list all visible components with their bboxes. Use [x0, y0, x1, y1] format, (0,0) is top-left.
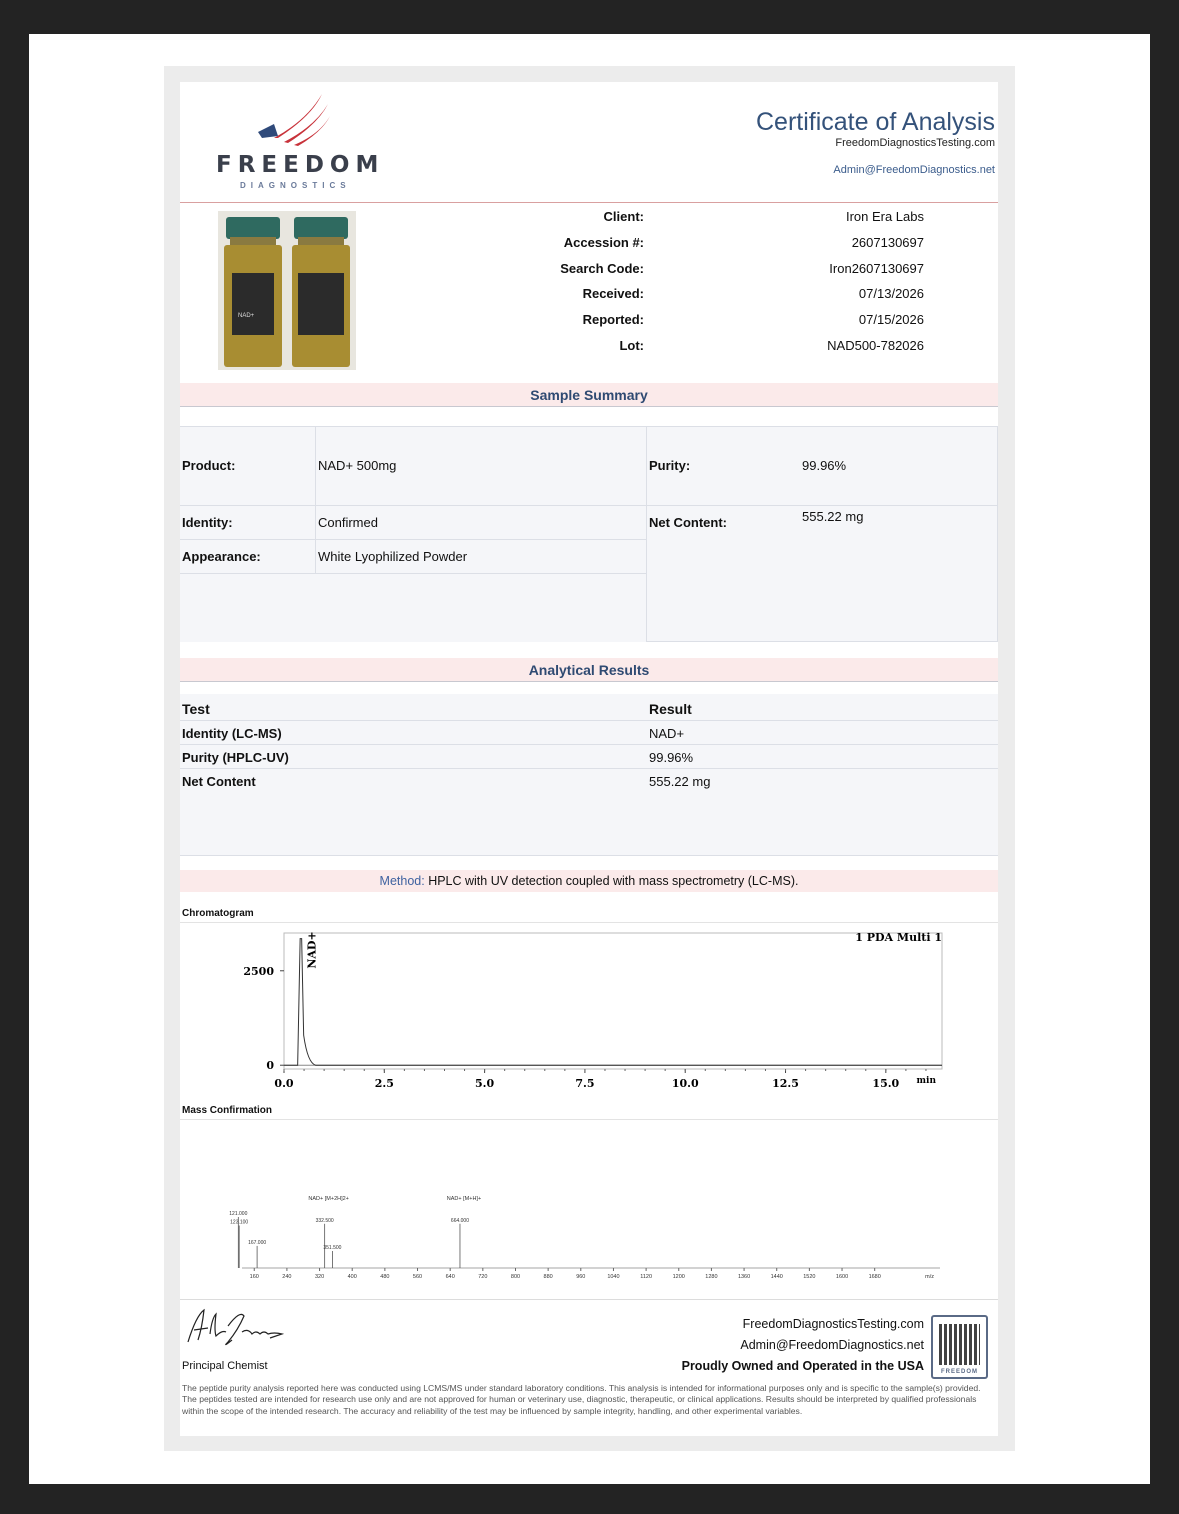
x-tick-label: 0.0 — [274, 1077, 294, 1090]
net-content-label: Net Content: — [649, 515, 727, 530]
header-email[interactable]: Admin@FreedomDiagnostics.net — [833, 164, 995, 176]
info-value: Iron Era Labs — [845, 209, 924, 224]
logo-wordmark: FREEDOM — [216, 152, 385, 178]
info-row — [520, 261, 924, 281]
identity-value: Confirmed — [318, 515, 378, 530]
x-tick-label: 10.0 — [671, 1077, 699, 1090]
info-label: Client: — [603, 209, 644, 224]
chromatogram-title: Chromatogram — [182, 908, 254, 919]
result-value-cell: NAD+ — [649, 726, 685, 741]
x-tick-label: 15.0 — [872, 1077, 900, 1090]
info-label: Reported: — [582, 312, 644, 328]
result-value-cell: 99.96% — [649, 750, 694, 765]
appearance-value: White Lyophilized Powder — [318, 549, 468, 564]
chromatogram-plot-area — [284, 933, 942, 1069]
footer-website[interactable]: FreedomDiagnosticsTesting.com — [742, 1317, 924, 1331]
footer-divider — [180, 1299, 998, 1300]
mass-x-tick-label: 1280 — [705, 1274, 718, 1280]
mass-x-tick-label: 320 — [314, 1274, 325, 1280]
qr-code[interactable] — [931, 1315, 988, 1379]
mass-x-tick-label: 1200 — [672, 1274, 685, 1280]
chromatogram-trace — [284, 939, 942, 1066]
result-test-cell: Net Content — [182, 774, 256, 789]
info-value: Iron2607130697 — [829, 260, 924, 276]
mass-x-tick-label: 720 — [478, 1274, 488, 1280]
mass-peak-label: 123.100 — [230, 1219, 249, 1226]
mass-annotation: NAD+ [M+2H]2+ — [308, 1196, 349, 1202]
mass-x-tick-label: 1600 — [835, 1274, 849, 1280]
result-test-cell: Purity (HPLC-UV) — [182, 750, 289, 765]
vial-label-text: NAD+ — [238, 313, 255, 319]
mass-x-tick-label: 400 — [347, 1274, 357, 1280]
info-row — [520, 286, 924, 306]
x-tick-label: 7.5 — [575, 1077, 595, 1090]
mass-confirmation-title: Mass Confirmation — [182, 1105, 273, 1116]
footer-tagline: Proudly Owned and Operated in the USA — [681, 1359, 924, 1373]
mass-x-tick-label: 1520 — [803, 1274, 816, 1280]
freedom-logo — [212, 90, 385, 190]
info-value: NAD500-782026 — [827, 338, 924, 353]
mass-peak-label: 664.000 — [450, 1217, 470, 1224]
mass-panel — [180, 1119, 998, 1299]
page-title: Certificate of Analysis — [756, 108, 995, 136]
mass-x-tick-label: 560 — [412, 1274, 423, 1280]
vial-back — [290, 211, 352, 370]
info-label: Search Code: — [560, 260, 644, 276]
mass-x-tick-label: 1680 — [868, 1274, 881, 1280]
mass-peak-label: 351.500 — [323, 1245, 342, 1251]
signature-image — [182, 1304, 292, 1350]
x-unit-label: min — [916, 1076, 936, 1086]
chromatogram-chart — [180, 923, 998, 1119]
x-tick-label: 2.5 — [374, 1077, 394, 1090]
qr-label: FREEDOM — [941, 1369, 978, 1375]
footer-email[interactable]: Admin@FreedomDiagnostics.net — [740, 1338, 924, 1352]
mass-x-tick-label: 1040 — [607, 1274, 620, 1280]
sample-summary-heading: Sample Summary — [180, 383, 998, 407]
mass-x-tick-label: 160 — [249, 1274, 259, 1280]
mass-peak-label: 121.000 — [229, 1211, 248, 1217]
method-text: HPLC with UV detection coupled with mass spectrometry (LC-MS). — [428, 874, 799, 888]
mass-peak-label: 167.000 — [248, 1239, 267, 1246]
header-website: FreedomDiagnosticsTesting.com — [835, 137, 995, 149]
product-photo — [218, 211, 356, 370]
analytical-results-heading: Analytical Results — [180, 658, 998, 682]
product-label: Product: — [182, 458, 236, 473]
net-content-value: 555.22 mg — [802, 509, 864, 524]
method-bar — [180, 870, 998, 892]
mass-x-tick-label: 640 — [445, 1274, 455, 1280]
info-value: 07/13/2026 — [858, 286, 924, 302]
header-divider — [180, 202, 998, 203]
info-row — [520, 312, 924, 332]
flag-wing-icon — [212, 90, 372, 150]
channel-label: 1 PDA Multi 1 — [855, 931, 942, 944]
method-label: Method: — [379, 874, 425, 888]
mass-x-tick-label: 480 — [380, 1274, 390, 1280]
purity-value: 99.96% — [802, 458, 847, 473]
chromatogram-panel — [180, 922, 998, 1120]
vial-front — [222, 211, 284, 370]
mass-x-unit-label: m/z — [925, 1274, 934, 1280]
certificate-page — [180, 82, 998, 1436]
qr-pattern — [939, 1324, 980, 1365]
peak-label: NAD+ — [305, 931, 319, 969]
x-tick-label: 12.5 — [772, 1077, 799, 1090]
mass-x-tick-label: 880 — [543, 1274, 553, 1280]
appearance-label: Appearance: — [182, 549, 261, 564]
x-tick-label: 5.0 — [475, 1077, 495, 1090]
analytical-results-table — [180, 694, 998, 856]
mass-x-tick-label: 960 — [576, 1274, 586, 1280]
mass-x-tick-label: 1360 — [737, 1274, 751, 1280]
info-label: Lot: — [619, 338, 644, 353]
mass-annotation: NAD+ [M+H]+ — [446, 1196, 482, 1202]
result-test-cell: Identity (LC-MS) — [182, 726, 282, 741]
col-result-header: Result — [649, 701, 692, 717]
info-label: Received: — [582, 286, 644, 302]
y-tick-label: 0 — [266, 1059, 274, 1073]
mass-spectrum-chart — [180, 1120, 998, 1298]
info-row — [520, 235, 924, 255]
y-tick-label: 2500 — [243, 964, 274, 978]
info-label: Accession #: — [563, 234, 644, 250]
info-value: 2607130697 — [851, 234, 924, 250]
result-value-cell: 555.22 mg — [649, 774, 711, 789]
info-row — [520, 338, 924, 358]
sample-summary-table — [180, 426, 998, 642]
purity-label: Purity: — [649, 458, 691, 473]
identity-label: Identity: — [182, 515, 233, 530]
mass-x-tick-label: 1120 — [640, 1274, 653, 1280]
info-value: 07/15/2026 — [858, 312, 924, 328]
col-test-header: Test — [182, 701, 210, 717]
mass-x-tick-label: 800 — [510, 1274, 521, 1280]
mass-x-tick-label: 1440 — [770, 1274, 783, 1280]
product-value: NAD+ 500mg — [318, 458, 397, 473]
mass-peak-label: 332.500 — [315, 1217, 334, 1224]
chemist-role: Principal Chemist — [182, 1360, 268, 1372]
logo-subtitle: DIAGNOSTICS — [240, 181, 351, 190]
info-row — [520, 209, 924, 229]
disclaimer-text: The peptide purity analysis reported here was conducted using LCMS/MS under standard laboratory conditions. This analysis is intended for informational purposes only and is specific to the sample(s) provided. The peptides tested are intended for research use only and are not approved for human or veterinary use, diagnostic, therapeutic, or clinical applications. Results should be interpreted by qualified professionals within the scope of the intended research. The accuracy and reliability of the test may be influenced by sample integrity, handling, and other experimental variables. — [182, 1383, 981, 1416]
mass-x-tick-label: 240 — [282, 1274, 292, 1280]
